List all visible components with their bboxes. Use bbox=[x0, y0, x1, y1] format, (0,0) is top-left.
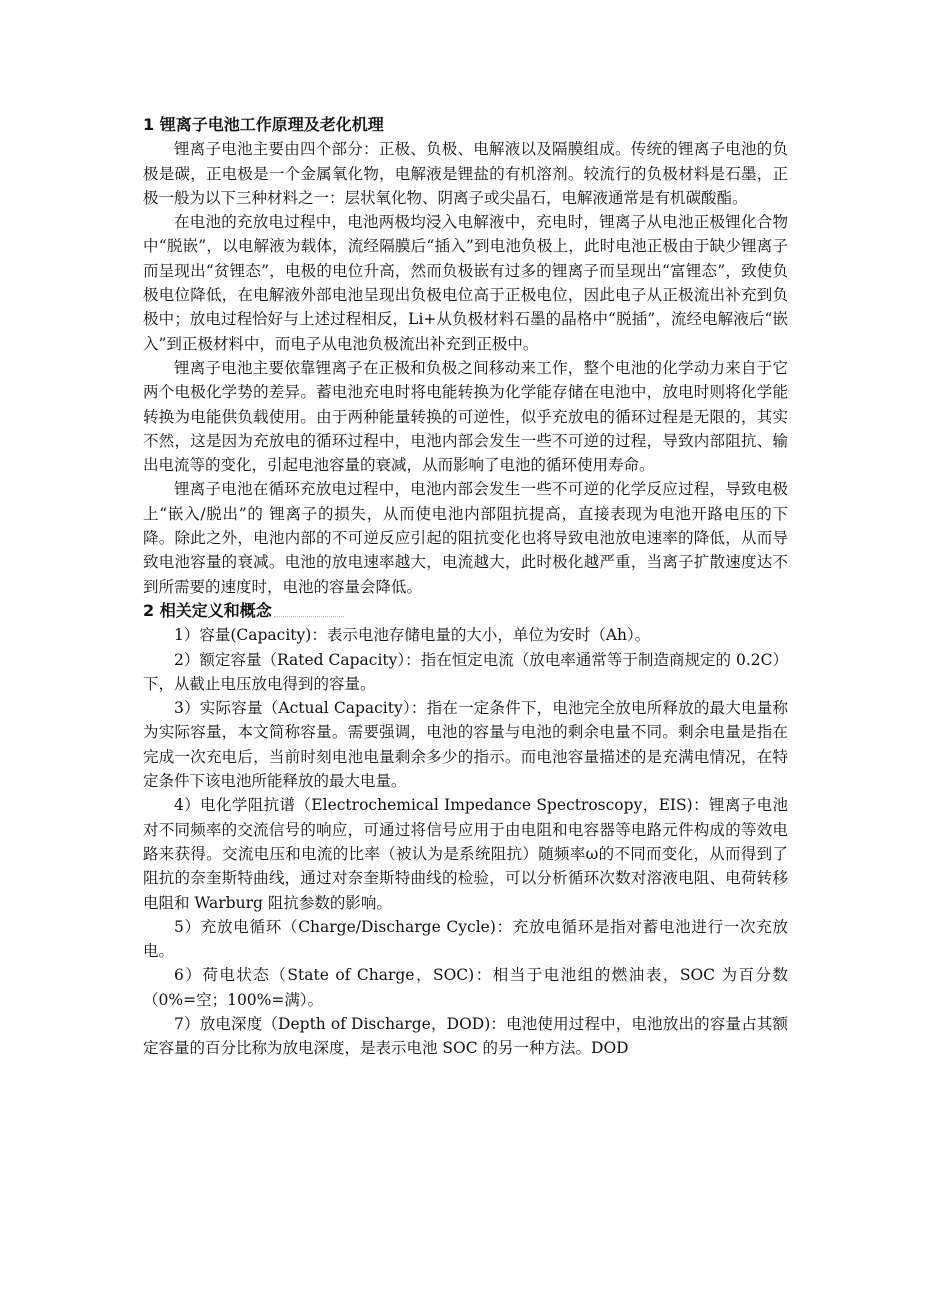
heading-dotted-leader bbox=[274, 606, 344, 617]
document-body bbox=[143, 113, 788, 1061]
definition-rated-capacity: 2）额定容量（Rated Capacity）：指在恒定电流（放电率通常等于制造商规定的 0.2C）下，从截止电压放电得到的容量。 bbox=[143, 650, 788, 693]
section-1-paragraph-2: 在电池的充放电过程中，电池两极均浸入电解液中，充电时，锂离子从电池正极锂化合物中“脱嵌”，以电解液为载体，流经隔膜后“插入”到电池负极上，此时电池正极由于缺少锂离子而呈现出“贫锂态”，电极的电位升高，然而负极嵌有过多的锂离子而呈现出“富锂态”，致使负极电位降低，在电解液外部电池呈现出负极电位高于正极电位，因此电子从正极流出补充到负极中；放电过程恰好与上述过程相反，Li+从负极材料石墨的晶格中“脱插”，流经电解液后“嵌入”到正极材料中，而电子从电池负极流出补充到正极中。 bbox=[143, 213, 788, 353]
definition-dod: 7）放电深度（Depth of Discharge，DOD)：电池使用过程中，电池放出的容量占其额定容量的百分比称为放电深度，是表示电池 SOC 的另一种方法。DOD bbox=[143, 1014, 788, 1058]
section-1-paragraph-1: 锂离子电池主要由四个部分：正极、负极、电解液以及隔膜组成。传统的锂离子电池的负极是碳，正电极是一个金属氧化物，电解液是锂盐的有机溶剂。较流行的负极材料是石墨，正极一般为以下三种材料之一：层状氧化物、阴离子或尖晶石，电解液通常是有机碳酸酯。 bbox=[143, 140, 788, 207]
definition-actual-capacity: 3）实际容量（Actual Capacity）：指在一定条件下，电池完全放电所释放的最大电量称为实际容量，本文简称容量。需要强调，电池的容量与电池的剩余电量不同。剩余电量是指在完成一次充电后，当前时刻电池电量剩余多少的指示。而电池容量描述的是充满电情况，在特定条件下该电池所能释放的最大电量。 bbox=[143, 699, 788, 791]
section-1-paragraph-4: 锂离子电池在循环充放电过程中，电池内部会发生一些不可逆的化学反应过程，导致电极上“嵌入/脱出”的 锂离子的损失，从而使电池内部阻抗提高，直接表现为电池开路电压的下降。除此之外，电池内部的不可逆反应引起的阻抗变化也将导致电池放电速率的降低，从而导致电池容量的衰减。电池的放电速率越大，电流越大，此时极化越严重，当离子扩散速度达不到所需要的速度时，电池的容量会降低。 bbox=[143, 480, 788, 596]
section-2-heading: 2 相关定义和概念 bbox=[143, 600, 272, 620]
section-1-paragraph-3: 锂离子电池主要依靠锂离子在正极和负极之间移动来工作，整个电池的化学动力来自于它两个电极化学势的差异。蓄电池充电时将电能转换为化学能存储在电池中，放电时则将化学能转换为电能供负载使用。由于两种能量转换的可逆性，似乎充放电的循环过程是无限的，其实不然，这是因为充放电的循环过程中，电池内部会发生一些不可逆的过程，导致内部阻抗、输出电流等的变化，引起电池容量的衰减，从而影响了电池的循环使用寿命。 bbox=[143, 358, 788, 475]
definition-eis: 4）电化学阻抗谱（Electrochemical Impedance Spectroscopy，EIS)：锂离子电池对不同频率的交流信号的响应，可通过将信号应用于由电阻和电容器等电路元件构成的等效电路来获得。交流电压和电流的比率（被认为是系统阻抗）随频率ω的不同而变化，从而得到了阻抗的奈奎斯特曲线，通过对奈奎斯特曲线的检验，可以分析循环次数对溶液电阻、电荷转移电阻和 Warburg 阻抗参数的影响。 bbox=[143, 796, 788, 912]
section-2-heading-row bbox=[143, 599, 788, 623]
definition-soc: 6）荷电状态（State of Charge，SOC)：相当于电池组的燃油表，SOC 为百分数（0%=空；100%=满）。 bbox=[143, 966, 788, 1009]
section-1-heading: 1 锂离子电池工作原理及老化机理 bbox=[143, 115, 384, 134]
definition-charge-discharge-cycle: 5）充放电循环（Charge/Discharge Cycle)：充放电循环是指对蓄电池进行一次充放电。 bbox=[143, 917, 788, 961]
definition-capacity: 1）容量(Capacity)：表示电池存储电量的大小，单位为安时（Ah）。 bbox=[174, 626, 651, 645]
